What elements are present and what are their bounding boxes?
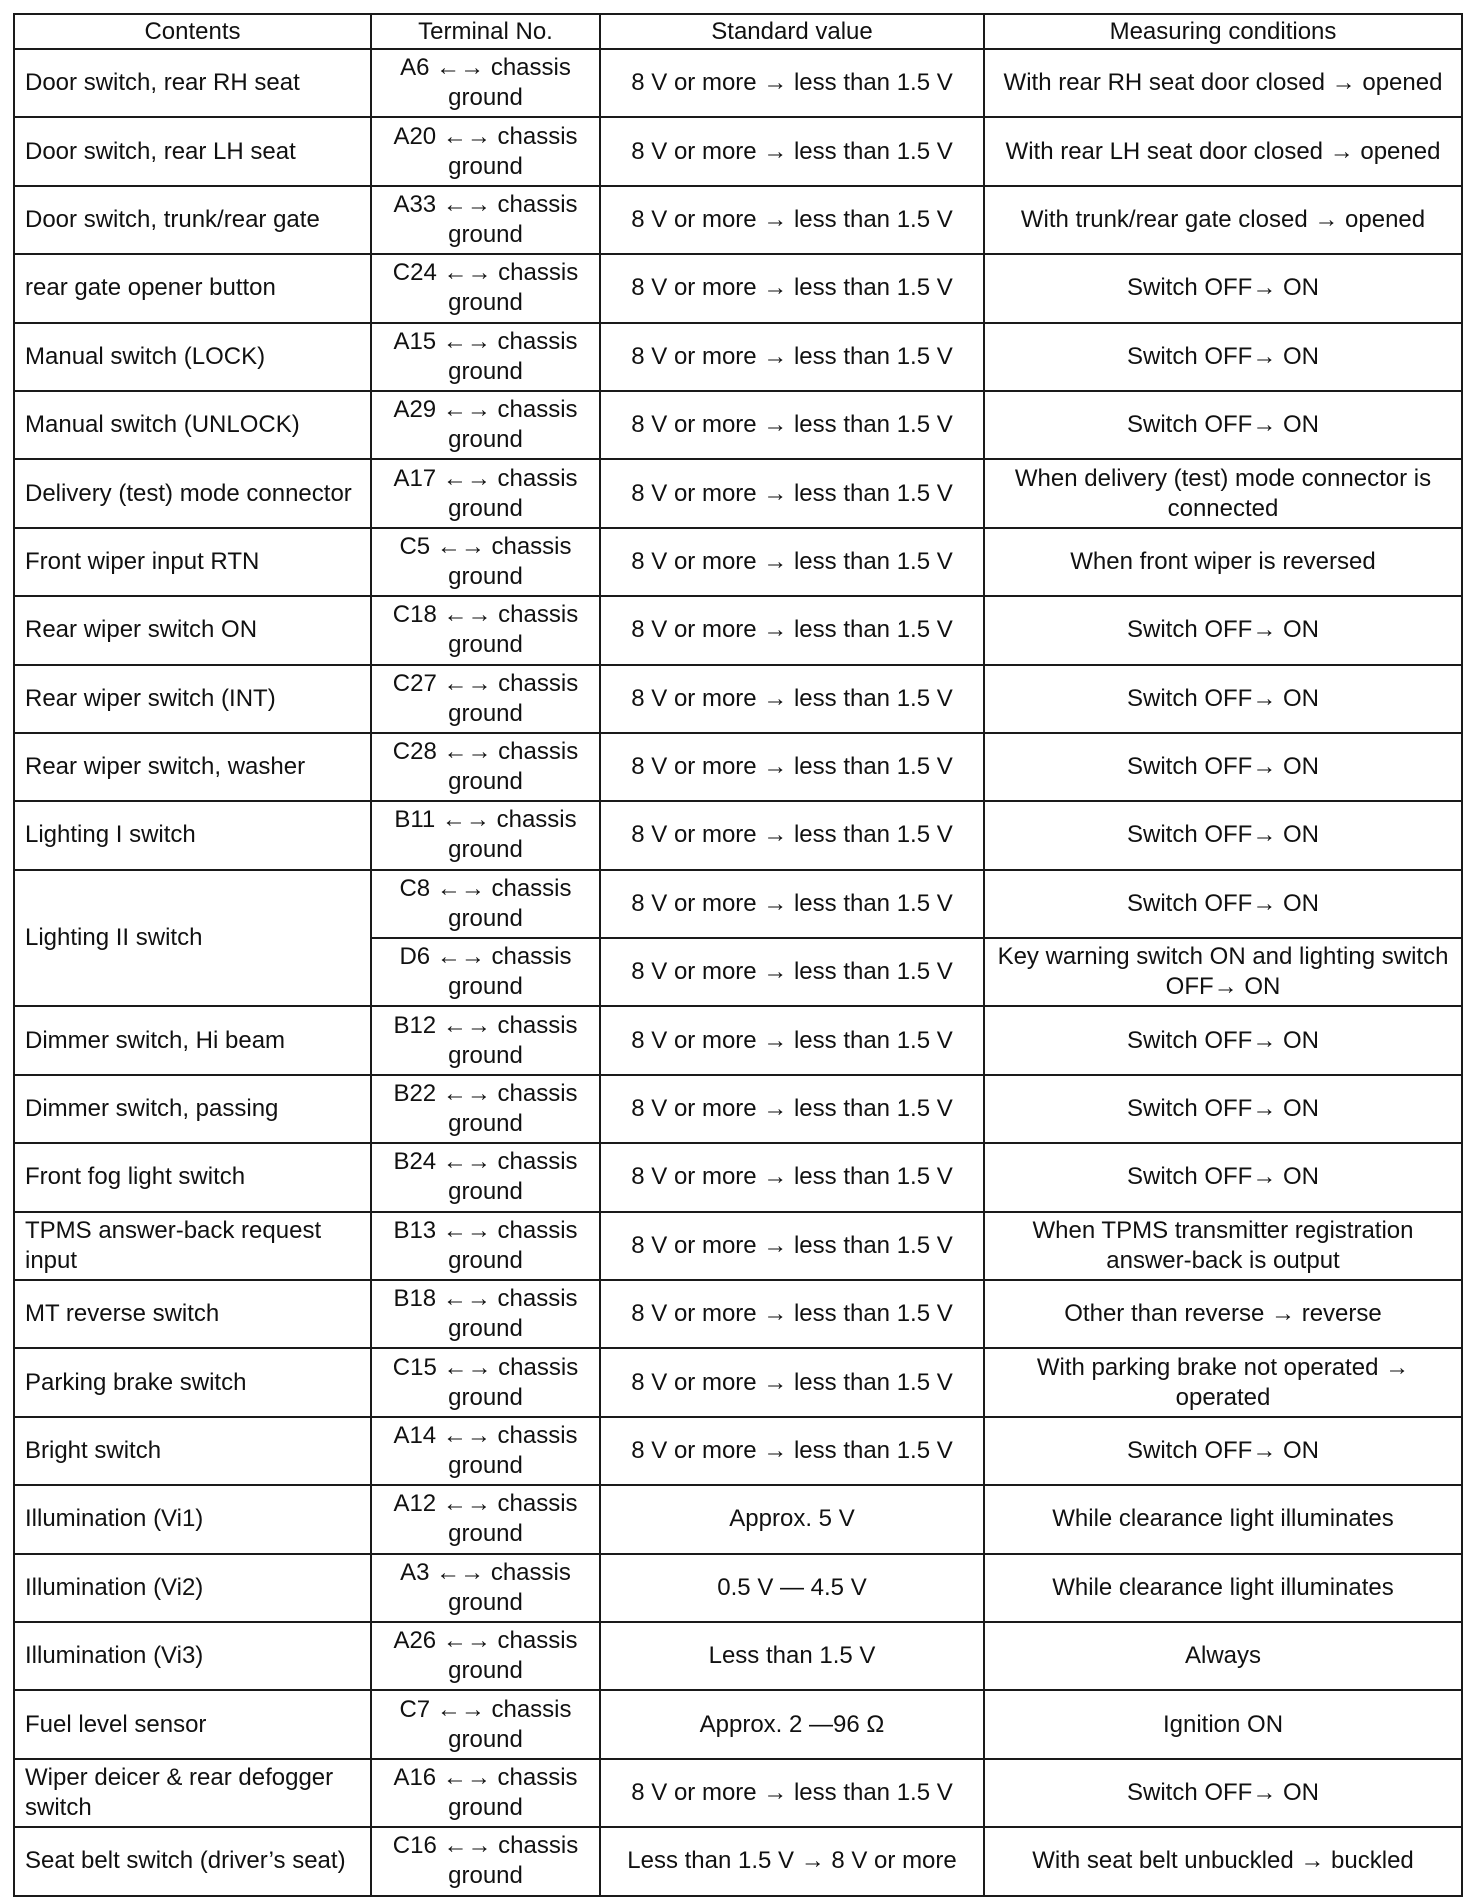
cell-contents: Rear wiper switch ON [14,596,371,664]
cell-contents: Door switch, rear RH seat [14,49,371,117]
cell-contents: Fuel level sensor [14,1690,371,1758]
cell-standard-value: 8 V or more → less than 1.5 V [600,801,984,869]
cell-measuring-conditions: Always [984,1622,1462,1690]
cell-standard-value: 8 V or more → less than 1.5 V [600,1212,984,1280]
cell-standard-value: 8 V or more → less than 1.5 V [600,117,984,185]
cell-standard-value: 8 V or more → less than 1.5 V [600,186,984,254]
table-row [14,1554,1462,1622]
cell-terminal: B24 ←→ chassis ground [371,1143,600,1211]
header-standard-value: Standard value [600,14,984,49]
cell-standard-value: 8 V or more → less than 1.5 V [600,1075,984,1143]
cell-contents: Lighting II switch [14,870,371,1007]
cell-terminal: C7 ←→ chassis ground [371,1690,600,1758]
cell-standard-value: 8 V or more → less than 1.5 V [600,1417,984,1485]
cell-measuring-conditions: Switch OFF→ ON [984,665,1462,733]
cell-measuring-conditions: While clearance light illuminates [984,1554,1462,1622]
cell-measuring-conditions: Switch OFF→ ON [984,733,1462,801]
cell-measuring-conditions: Key warning switch ON and lighting switch OFF→ ON [984,938,1462,1006]
table-row [14,1006,1462,1074]
cell-terminal: B13 ←→ chassis ground [371,1212,600,1280]
cell-contents: Manual switch (UNLOCK) [14,391,371,459]
table-row [14,1212,1462,1280]
cell-measuring-conditions: When TPMS transmitter registration answer-back is output [984,1212,1462,1280]
cell-terminal: C5 ←→ chassis ground [371,528,600,596]
cell-contents: Dimmer switch, Hi beam [14,1006,371,1074]
table-row [14,801,1462,869]
table-row [14,1280,1462,1348]
table-body [14,49,1462,1896]
cell-contents: rear gate opener button [14,254,371,322]
table-row [14,459,1462,527]
cell-contents: Illumination (Vi2) [14,1554,371,1622]
cell-terminal: A6 ←→ chassis ground [371,49,600,117]
cell-measuring-conditions: Other than reverse → reverse [984,1280,1462,1348]
cell-contents: Rear wiper switch (INT) [14,665,371,733]
table-row [14,1485,1462,1553]
header-row [14,14,1462,49]
table-row [14,323,1462,391]
cell-terminal: C8 ←→ chassis ground [371,870,600,938]
cell-terminal: A29 ←→ chassis ground [371,391,600,459]
header-measuring-conditions: Measuring conditions [984,14,1462,49]
cell-measuring-conditions: Switch OFF→ ON [984,1417,1462,1485]
cell-standard-value: 8 V or more → less than 1.5 V [600,391,984,459]
cell-measuring-conditions: With rear RH seat door closed → opened [984,49,1462,117]
cell-measuring-conditions: Switch OFF→ ON [984,1006,1462,1074]
table-row [14,1622,1462,1690]
table-row [14,1759,1462,1827]
table-row [14,1348,1462,1416]
cell-terminal: C28 ←→ chassis ground [371,733,600,801]
table-row [14,49,1462,117]
cell-standard-value: 0.5 V — 4.5 V [600,1554,984,1622]
cell-standard-value: 8 V or more → less than 1.5 V [600,1759,984,1827]
cell-standard-value: 8 V or more → less than 1.5 V [600,938,984,1006]
cell-measuring-conditions: Switch OFF→ ON [984,254,1462,322]
table-row [14,117,1462,185]
cell-terminal: A17 ←→ chassis ground [371,459,600,527]
table-row [14,186,1462,254]
cell-terminal: C24 ←→ chassis ground [371,254,600,322]
table-row [14,391,1462,459]
cell-contents: Lighting I switch [14,801,371,869]
cell-terminal: C15 ←→ chassis ground [371,1348,600,1416]
cell-measuring-conditions: Switch OFF→ ON [984,1143,1462,1211]
cell-terminal: A26 ←→ chassis ground [371,1622,600,1690]
cell-contents: Wiper deicer & rear defogger switch [14,1759,371,1827]
table-row [14,665,1462,733]
cell-contents: Dimmer switch, passing [14,1075,371,1143]
cell-contents: Rear wiper switch, washer [14,733,371,801]
cell-measuring-conditions: Switch OFF→ ON [984,391,1462,459]
cell-measuring-conditions: Switch OFF→ ON [984,1759,1462,1827]
cell-contents: Seat belt switch (driver’s seat) [14,1827,371,1895]
cell-contents: Door switch, rear LH seat [14,117,371,185]
table-row [14,1075,1462,1143]
cell-standard-value: Approx. 5 V [600,1485,984,1553]
cell-terminal: B11 ←→ chassis ground [371,801,600,869]
table-row [14,528,1462,596]
cell-measuring-conditions: When front wiper is reversed [984,528,1462,596]
cell-measuring-conditions: When delivery (test) mode connector is connected [984,459,1462,527]
table-row [14,254,1462,322]
cell-contents: Manual switch (LOCK) [14,323,371,391]
cell-measuring-conditions: While clearance light illuminates [984,1485,1462,1553]
table-row [14,1690,1462,1758]
cell-contents: Front wiper input RTN [14,528,371,596]
table-row [14,596,1462,664]
cell-terminal: A3 ←→ chassis ground [371,1554,600,1622]
cell-terminal: A12 ←→ chassis ground [371,1485,600,1553]
cell-standard-value: 8 V or more → less than 1.5 V [600,1143,984,1211]
table-row [14,1143,1462,1211]
cell-measuring-conditions: Ignition ON [984,1690,1462,1758]
spec-table [13,13,1463,1897]
cell-contents: TPMS answer-back request input [14,1212,371,1280]
cell-standard-value: 8 V or more → less than 1.5 V [600,49,984,117]
cell-measuring-conditions: Switch OFF→ ON [984,323,1462,391]
header-terminal: Terminal No. [371,14,600,49]
cell-terminal: B22 ←→ chassis ground [371,1075,600,1143]
cell-measuring-conditions: Switch OFF→ ON [984,1075,1462,1143]
table-row [14,1827,1462,1895]
cell-measuring-conditions: With trunk/rear gate closed → opened [984,186,1462,254]
cell-standard-value: 8 V or more → less than 1.5 V [600,870,984,938]
cell-contents: Parking brake switch [14,1348,371,1416]
cell-standard-value: 8 V or more → less than 1.5 V [600,1006,984,1074]
cell-standard-value: 8 V or more → less than 1.5 V [600,733,984,801]
cell-standard-value: 8 V or more → less than 1.5 V [600,459,984,527]
cell-contents: Door switch, trunk/rear gate [14,186,371,254]
cell-contents: Front fog light switch [14,1143,371,1211]
cell-terminal: A16 ←→ chassis ground [371,1759,600,1827]
cell-terminal: B12 ←→ chassis ground [371,1006,600,1074]
cell-standard-value: 8 V or more → less than 1.5 V [600,323,984,391]
cell-terminal: A15 ←→ chassis ground [371,323,600,391]
cell-contents: Delivery (test) mode connector [14,459,371,527]
cell-measuring-conditions: Switch OFF→ ON [984,596,1462,664]
cell-standard-value: 8 V or more → less than 1.5 V [600,528,984,596]
cell-terminal: C18 ←→ chassis ground [371,596,600,664]
cell-contents: Illumination (Vi1) [14,1485,371,1553]
cell-measuring-conditions: Switch OFF→ ON [984,870,1462,938]
cell-contents: MT reverse switch [14,1280,371,1348]
cell-standard-value: 8 V or more → less than 1.5 V [600,665,984,733]
cell-standard-value: 8 V or more → less than 1.5 V [600,1280,984,1348]
cell-standard-value: 8 V or more → less than 1.5 V [600,254,984,322]
cell-terminal: A20 ←→ chassis ground [371,117,600,185]
cell-terminal: C16 ←→ chassis ground [371,1827,600,1895]
cell-measuring-conditions: With parking brake not operated → operated [984,1348,1462,1416]
table-row [14,1417,1462,1485]
cell-terminal: C27 ←→ chassis ground [371,665,600,733]
cell-terminal: B18 ←→ chassis ground [371,1280,600,1348]
header-contents: Contents [14,14,371,49]
cell-standard-value: Approx. 2 —96 Ω [600,1690,984,1758]
cell-terminal: D6 ←→ chassis ground [371,938,600,1006]
cell-standard-value: 8 V or more → less than 1.5 V [600,596,984,664]
cell-measuring-conditions: With rear LH seat door closed → opened [984,117,1462,185]
cell-standard-value: Less than 1.5 V → 8 V or more [600,1827,984,1895]
cell-standard-value: 8 V or more → less than 1.5 V [600,1348,984,1416]
cell-contents: Bright switch [14,1417,371,1485]
table-row [14,870,1462,938]
cell-standard-value: Less than 1.5 V [600,1622,984,1690]
cell-terminal: A33 ←→ chassis ground [371,186,600,254]
cell-measuring-conditions: Switch OFF→ ON [984,801,1462,869]
cell-contents: Illumination (Vi3) [14,1622,371,1690]
table-row [14,733,1462,801]
cell-terminal: A14 ←→ chassis ground [371,1417,600,1485]
cell-measuring-conditions: With seat belt unbuckled → buckled [984,1827,1462,1895]
